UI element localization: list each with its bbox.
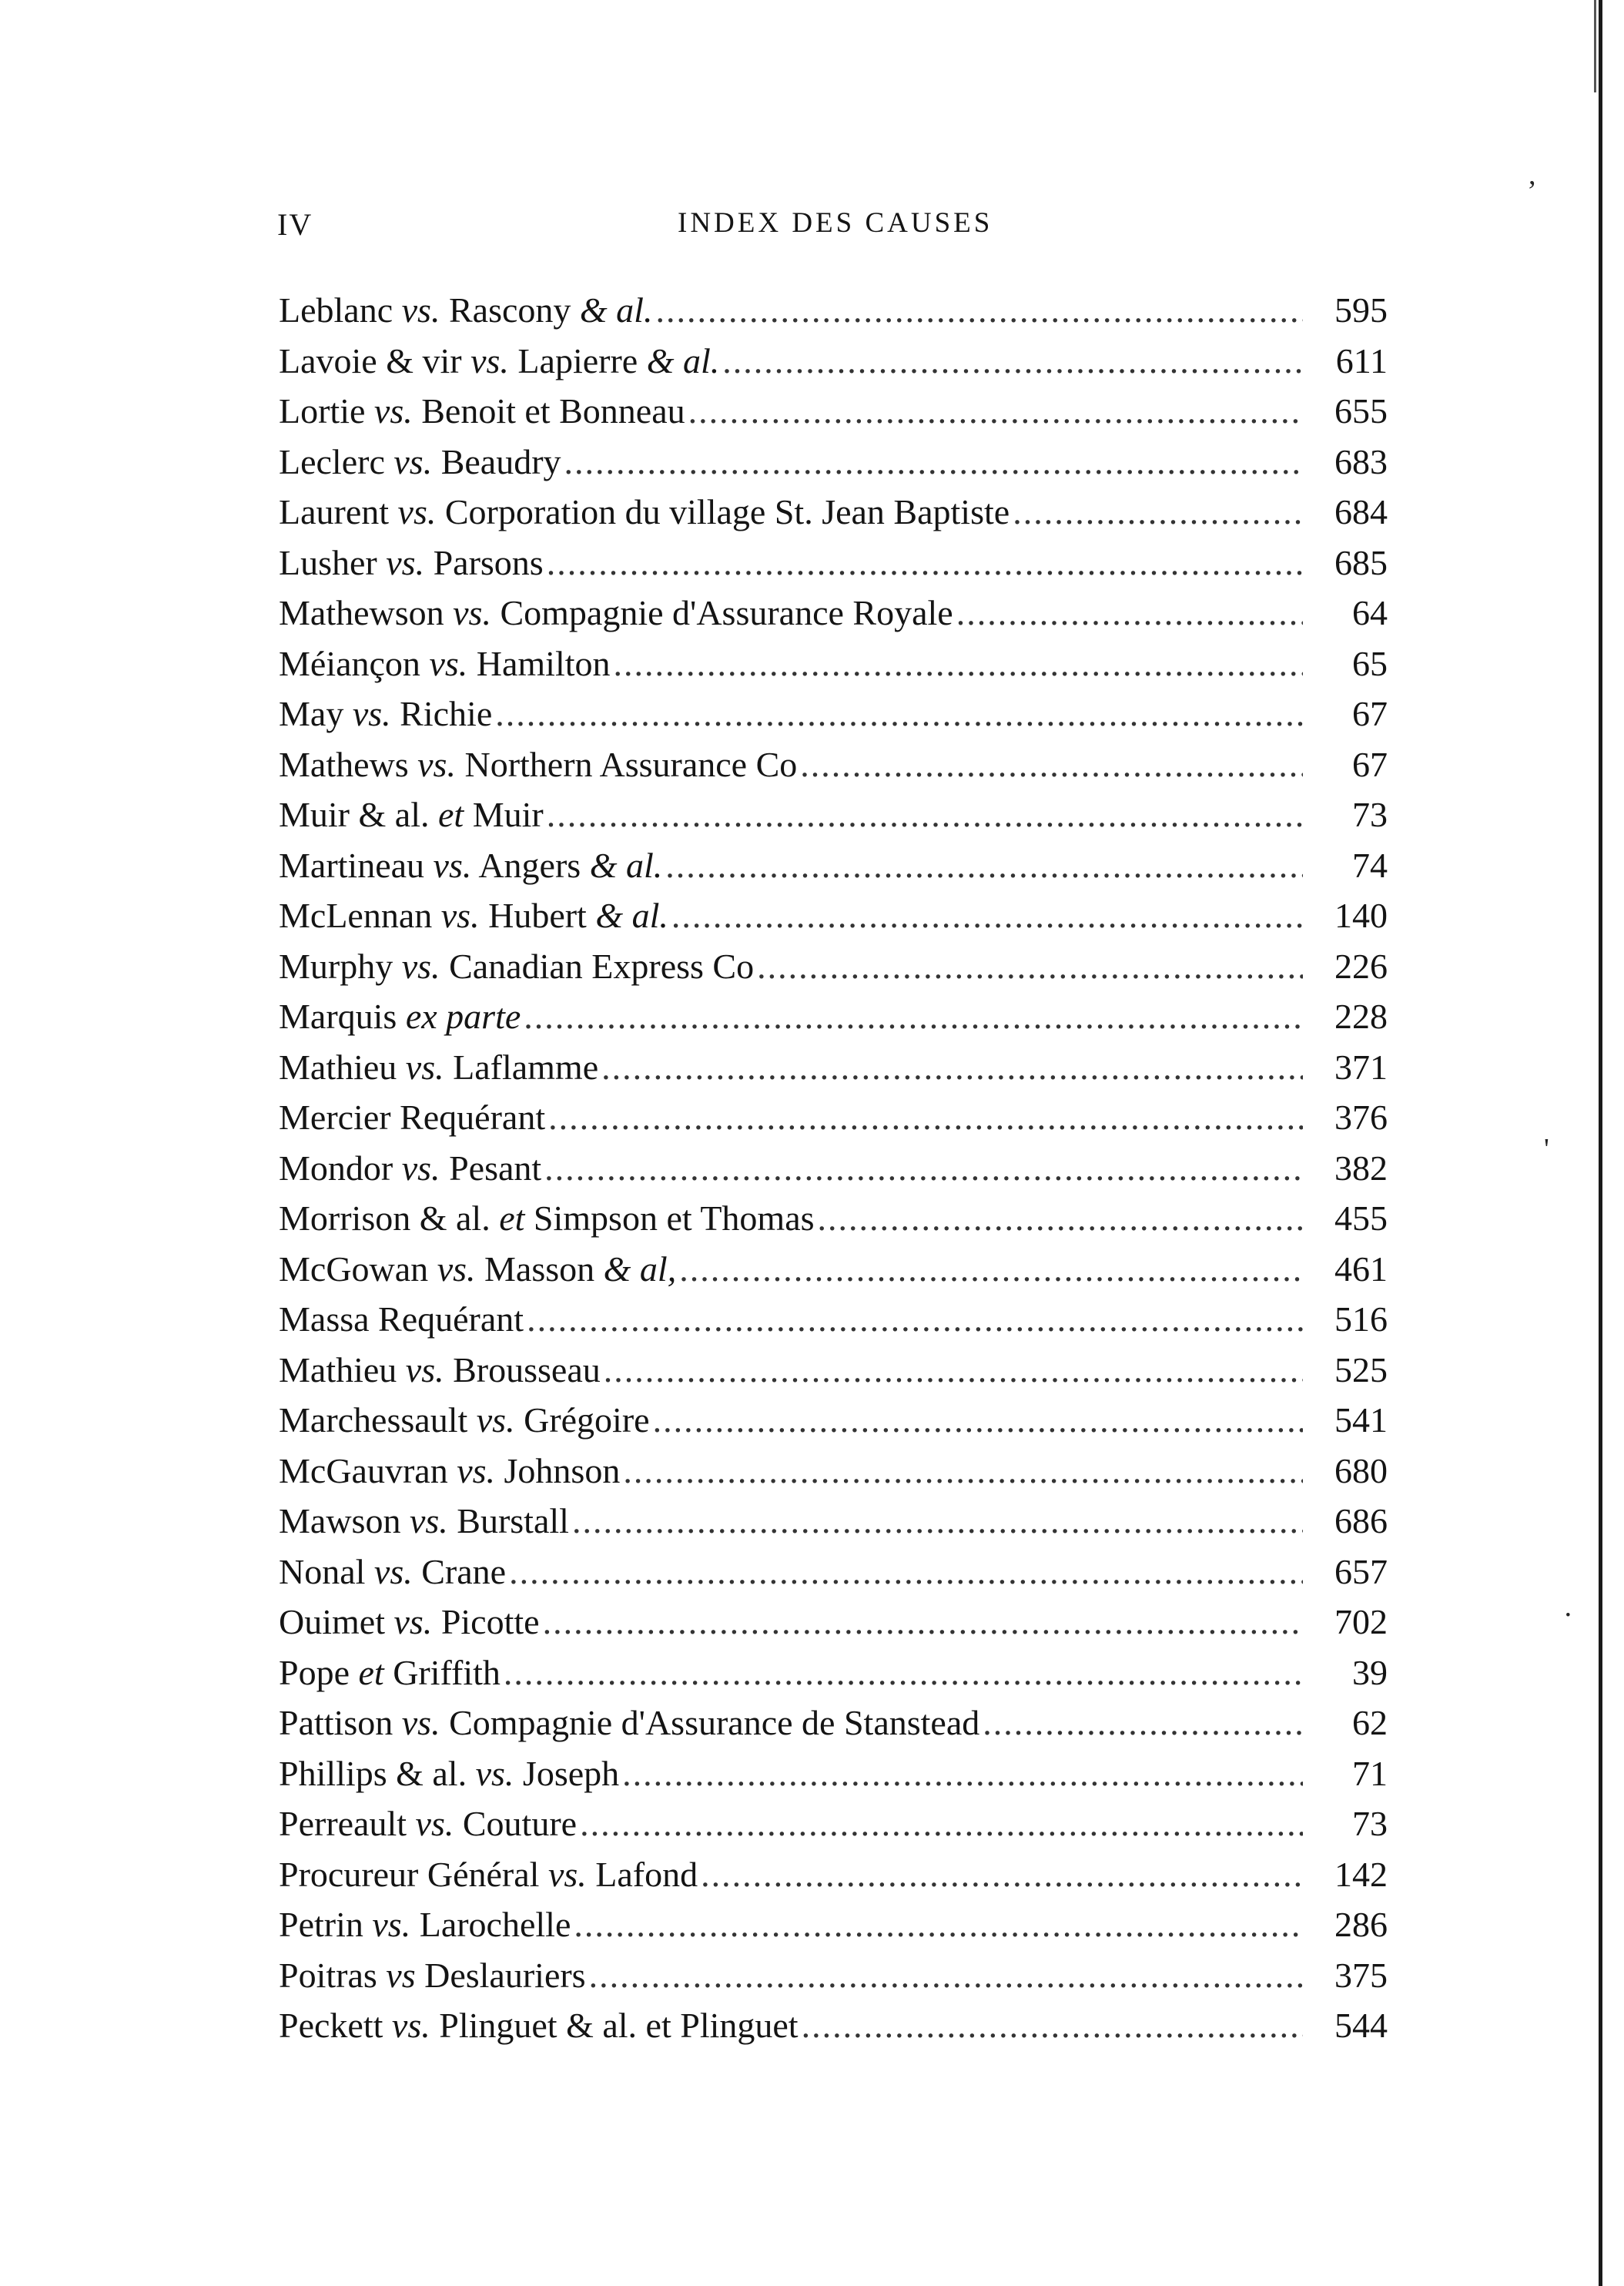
- case-plaintiff: Pope: [279, 1652, 350, 1692]
- dot-leader: [818, 1193, 1303, 1244]
- case-page-number: 684: [1334, 492, 1388, 531]
- case-rel: vs.: [547, 1854, 587, 1894]
- case-page-number: 525: [1334, 1349, 1388, 1389]
- case-name: [279, 1950, 586, 2001]
- index-entry: [279, 941, 1388, 992]
- case-page-number: 544: [1334, 2006, 1388, 2045]
- case-plaintiff: Mathieu: [279, 1349, 397, 1389]
- case-defendant: Muir: [472, 795, 544, 834]
- dot-leader: [757, 941, 1303, 992]
- index-entry: [279, 1748, 1388, 1799]
- index-entry: [279, 789, 1388, 840]
- case-page-number: 382: [1334, 1148, 1388, 1188]
- case-name: [279, 1647, 501, 1698]
- dot-leader: [701, 1849, 1303, 1900]
- case-plaintiff: Phillips & al.: [279, 1753, 467, 1793]
- case-page-number: 376: [1334, 1098, 1388, 1137]
- case-defendant: Angers: [478, 845, 581, 885]
- case-defendant: Hamilton: [476, 643, 611, 683]
- case-name: [279, 1143, 541, 1194]
- case-page-number: 371: [1334, 1047, 1388, 1087]
- case-page-number: 611: [1335, 340, 1388, 380]
- case-defendant: Larochelle: [419, 1905, 571, 1944]
- case-plaintiff: Mawson: [279, 1501, 401, 1540]
- case-plaintiff: Nonal: [279, 1551, 366, 1591]
- case-defendant: Picotte: [440, 1602, 540, 1641]
- index-entry: [279, 840, 1388, 891]
- case-rel: vs.: [372, 1905, 411, 1944]
- case-name: [279, 1294, 524, 1345]
- case-plaintiff: Marquis: [279, 997, 397, 1036]
- case-page-number: 62: [1352, 1703, 1388, 1742]
- case-defendant: Rascony: [448, 290, 571, 330]
- case-page-number: 74: [1352, 845, 1388, 885]
- case-name: [279, 1748, 619, 1799]
- index-entry: [279, 689, 1388, 739]
- case-defendant: Couture: [462, 1804, 578, 1843]
- case-defendant: Deslauriers: [424, 1955, 586, 1995]
- case-rel: vs.: [417, 744, 456, 784]
- dot-leader: [589, 1950, 1303, 2001]
- index-entry: [279, 639, 1388, 689]
- index-entry: [279, 1899, 1388, 1950]
- case-page-number: 461: [1334, 1249, 1388, 1289]
- margin-speck: ': [1544, 1133, 1549, 1165]
- index-entry: [279, 1547, 1388, 1597]
- case-name: [279, 487, 1010, 538]
- case-page-number: 683: [1334, 441, 1388, 481]
- case-plaintiff: Marchessault: [279, 1400, 468, 1440]
- case-name: [279, 890, 668, 941]
- case-rel: vs.: [401, 1703, 440, 1742]
- case-plaintiff: Méiançon: [279, 643, 420, 683]
- margin-speck: ,: [1529, 159, 1536, 191]
- case-rel: vs.: [457, 1450, 496, 1490]
- case-name: [279, 1244, 676, 1295]
- dot-leader: [688, 386, 1303, 437]
- case-rel: vs.: [393, 441, 433, 481]
- dot-leader: [509, 1547, 1303, 1597]
- case-name: [279, 739, 797, 790]
- case-page-number: 73: [1352, 795, 1388, 834]
- case-name: [279, 1597, 540, 1647]
- case-plaintiff: Massa Requérant: [279, 1299, 524, 1339]
- case-defendant: Simpson et Thomas: [533, 1198, 815, 1238]
- case-rel: vs.: [393, 1602, 433, 1641]
- dot-leader: [1013, 487, 1303, 538]
- case-defendant: Griffith: [393, 1652, 501, 1692]
- case-name: [279, 1395, 650, 1446]
- index-entry: [279, 1698, 1388, 1748]
- dot-leader: [800, 739, 1303, 790]
- case-page-number: 228: [1334, 997, 1388, 1036]
- dot-leader: [572, 1496, 1303, 1547]
- case-plaintiff: Mercier Requérant: [279, 1098, 546, 1137]
- case-page-number: 142: [1334, 1854, 1388, 1894]
- case-name: [279, 1798, 577, 1849]
- index-entry: [279, 538, 1388, 588]
- case-name: [279, 1446, 620, 1497]
- case-plaintiff: Morrison & al.: [279, 1198, 491, 1238]
- index-entry: [279, 1496, 1388, 1547]
- case-page-number: 64: [1352, 593, 1388, 632]
- case-suffix: & al,: [603, 1249, 677, 1289]
- case-defendant: Grégoire: [524, 1400, 650, 1440]
- case-page-number: 455: [1334, 1198, 1388, 1238]
- case-defendant: Pesant: [449, 1148, 542, 1188]
- case-defendant: Brousseau: [453, 1349, 601, 1389]
- case-defendant: Johnson: [504, 1450, 621, 1490]
- case-name: [279, 689, 492, 739]
- index-entry: [279, 1193, 1388, 1244]
- case-name: [279, 941, 754, 992]
- case-plaintiff: Peckett: [279, 2006, 383, 2045]
- case-rel: vs.: [470, 340, 509, 380]
- case-plaintiff: Petrin: [279, 1905, 363, 1944]
- index-entry: [279, 1042, 1388, 1093]
- index-entry: [279, 1798, 1388, 1849]
- case-defendant: Masson: [484, 1249, 595, 1289]
- case-rel: vs.: [391, 2006, 430, 2045]
- case-page-number: 73: [1352, 1804, 1388, 1843]
- case-page-number: 655: [1334, 391, 1388, 431]
- dot-leader: [983, 1698, 1303, 1748]
- case-page-number: 541: [1334, 1400, 1388, 1440]
- case-rel: vs.: [401, 1148, 440, 1188]
- case-name: [279, 2000, 799, 2051]
- case-page-number: 657: [1334, 1551, 1388, 1591]
- case-name: [279, 1193, 815, 1244]
- case-name: [279, 437, 561, 488]
- case-defendant: Lapierre: [517, 340, 638, 380]
- case-rel: et: [499, 1198, 525, 1238]
- index-entry: [279, 1597, 1388, 1647]
- case-rel: vs.: [453, 593, 491, 632]
- case-defendant: Joseph: [522, 1753, 620, 1793]
- case-name: [279, 1092, 545, 1143]
- dot-leader: [524, 991, 1303, 1042]
- case-name: [279, 1849, 698, 1900]
- case-page-number: 71: [1352, 1753, 1388, 1793]
- case-page-number: 140: [1334, 896, 1388, 935]
- case-page-number: 702: [1334, 1602, 1388, 1641]
- case-rel: vs.: [401, 290, 440, 330]
- case-page-number: 226: [1334, 946, 1388, 986]
- dot-leader: [601, 1042, 1303, 1093]
- margin-speck: ·: [1563, 1599, 1573, 1631]
- case-page-number: 375: [1334, 1955, 1388, 1995]
- dot-leader: [614, 639, 1303, 689]
- case-rel: vs.: [373, 391, 413, 431]
- dot-leader: [547, 789, 1303, 840]
- case-page-number: 595: [1334, 290, 1388, 330]
- index-entry: [279, 739, 1388, 790]
- case-plaintiff: Perreault: [279, 1804, 407, 1843]
- case-plaintiff: Mathieu: [279, 1047, 397, 1087]
- dot-leader: [504, 1647, 1303, 1698]
- case-rel: vs.: [397, 492, 437, 531]
- dot-leader: [547, 538, 1303, 588]
- dot-leader: [622, 1748, 1303, 1799]
- case-plaintiff: Muir & al.: [279, 795, 430, 834]
- case-defendant: Crane: [421, 1551, 507, 1591]
- index-entry: [279, 1950, 1388, 2001]
- margin-rule: [1599, 0, 1602, 2286]
- dot-leader: [580, 1798, 1303, 1849]
- case-plaintiff: Poitras: [279, 1955, 377, 1995]
- case-defendant: Burstall: [457, 1501, 569, 1540]
- index-entry: [279, 1647, 1388, 1698]
- dot-leader: [679, 1244, 1303, 1295]
- case-defendant: Parsons: [433, 542, 544, 582]
- index-entry: [279, 437, 1388, 488]
- case-name: [279, 386, 685, 437]
- case-defendant: Plinguet & al. et Plinguet: [439, 2006, 799, 2045]
- page-title: INDEX DES CAUSES: [678, 207, 993, 239]
- dot-leader: [543, 1597, 1303, 1647]
- dot-leader: [653, 1395, 1303, 1446]
- case-rel: vs.: [415, 1804, 454, 1843]
- case-name: [279, 1698, 979, 1748]
- case-defendant: Laflamme: [453, 1047, 599, 1087]
- dot-leader: [544, 1143, 1303, 1194]
- index-entry: [279, 991, 1388, 1042]
- index-entry: [279, 1143, 1388, 1194]
- case-rel: et: [437, 795, 464, 834]
- case-name: [279, 639, 611, 689]
- index-entry: [279, 1345, 1388, 1396]
- case-defendant: Compagnie d'Assurance Royale: [500, 593, 953, 632]
- case-plaintiff: Lusher: [279, 542, 377, 582]
- case-name: [279, 1496, 569, 1547]
- case-name: [279, 538, 544, 588]
- case-rel: vs: [386, 1955, 416, 1995]
- case-suffix: & al.: [579, 290, 653, 330]
- case-plaintiff: Leblanc: [279, 290, 393, 330]
- case-plaintiff: Martineau: [279, 845, 425, 885]
- case-plaintiff: McLennan: [279, 896, 433, 935]
- case-defendant: Hubert: [488, 896, 587, 935]
- case-suffix: & al.: [589, 845, 663, 885]
- index-entry: [279, 285, 1388, 336]
- dot-leader: [495, 689, 1303, 739]
- index-entry: [279, 1849, 1388, 1900]
- case-rel: vs.: [405, 1349, 444, 1389]
- case-plaintiff: Mathews: [279, 744, 409, 784]
- dot-leader: [802, 2000, 1303, 2051]
- dot-leader: [623, 1446, 1303, 1497]
- dot-leader: [671, 890, 1303, 941]
- case-page-number: 685: [1334, 542, 1388, 582]
- case-plaintiff: Ouimet: [279, 1602, 385, 1641]
- case-plaintiff: McGowan: [279, 1249, 429, 1289]
- case-name: [279, 336, 719, 387]
- dot-leader: [574, 1899, 1303, 1950]
- case-suffix: & al.: [646, 340, 720, 380]
- case-rel: ex parte: [405, 997, 521, 1036]
- case-plaintiff: Procureur Général: [279, 1854, 540, 1894]
- case-defendant: Benoit et Bonneau: [421, 391, 685, 431]
- case-rel: vs.: [352, 694, 391, 733]
- dot-leader: [655, 285, 1303, 336]
- case-defendant: Corporation du village St. Jean Baptiste: [444, 492, 1010, 531]
- case-defendant: Lafond: [595, 1854, 698, 1894]
- case-plaintiff: Mathewson: [279, 593, 444, 632]
- case-defendant: Canadian Express Co: [449, 946, 755, 986]
- case-defendant: Compagnie d'Assurance de Stanstead: [449, 1703, 980, 1742]
- index-entry: [279, 890, 1388, 941]
- dot-leader: [564, 437, 1303, 488]
- dot-leader: [722, 336, 1303, 387]
- page-number: IV: [277, 207, 313, 242]
- case-plaintiff: Murphy: [279, 946, 393, 986]
- case-rel: vs.: [440, 896, 480, 935]
- case-rel: vs.: [401, 946, 440, 986]
- case-name: [279, 840, 662, 891]
- case-rel: vs.: [386, 542, 425, 582]
- case-rel: vs.: [476, 1400, 515, 1440]
- case-page-number: 286: [1334, 1905, 1388, 1944]
- case-rel: vs.: [373, 1551, 413, 1591]
- case-plaintiff: May: [279, 694, 344, 733]
- case-name: [279, 285, 652, 336]
- case-plaintiff: Lavoie & vir: [279, 340, 462, 380]
- index-entry: [279, 1294, 1388, 1345]
- case-plaintiff: McGauvran: [279, 1450, 448, 1490]
- case-defendant: Northern Assurance Co: [464, 744, 798, 784]
- dot-leader: [956, 588, 1303, 639]
- case-rel: vs.: [437, 1249, 476, 1289]
- case-name: [279, 1899, 571, 1950]
- case-suffix: & al.: [595, 896, 668, 935]
- index-entry: [279, 1244, 1388, 1295]
- case-page-number: 680: [1334, 1450, 1388, 1490]
- case-rel: vs.: [429, 643, 468, 683]
- dot-leader: [548, 1092, 1303, 1143]
- case-name: [279, 789, 544, 840]
- case-page-number: 686: [1334, 1501, 1388, 1540]
- case-name: [279, 588, 953, 639]
- case-plaintiff: Laurent: [279, 492, 390, 531]
- case-defendant: Richie: [400, 694, 493, 733]
- case-rel: vs.: [409, 1501, 448, 1540]
- case-page-number: 516: [1334, 1299, 1388, 1339]
- case-rel: vs.: [405, 1047, 444, 1087]
- case-name: [279, 1042, 598, 1093]
- index-entries: [279, 285, 1388, 2051]
- case-rel: et: [358, 1652, 384, 1692]
- case-rel: vs.: [475, 1753, 514, 1793]
- case-page-number: 65: [1352, 643, 1388, 683]
- index-entry: [279, 588, 1388, 639]
- index-entry: [279, 487, 1388, 538]
- dot-leader: [665, 840, 1303, 891]
- running-head: [277, 206, 1386, 253]
- case-page-number: 39: [1352, 1652, 1388, 1692]
- case-plaintiff: Pattison: [279, 1703, 393, 1742]
- case-plaintiff: Mondor: [279, 1148, 393, 1188]
- index-entry: [279, 336, 1388, 387]
- dot-leader: [527, 1294, 1303, 1345]
- case-page-number: 67: [1352, 694, 1388, 733]
- case-page-number: 67: [1352, 744, 1388, 784]
- index-entry: [279, 2000, 1388, 2051]
- case-rel: vs.: [433, 845, 472, 885]
- case-plaintiff: Leclerc: [279, 441, 385, 481]
- case-defendant: Beaudry: [440, 441, 561, 481]
- margin-rule-top: [1594, 0, 1596, 92]
- case-name: [279, 1345, 601, 1396]
- index-entry: [279, 386, 1388, 437]
- case-name: [279, 1547, 506, 1597]
- index-entry: [279, 1092, 1388, 1143]
- case-plaintiff: Lortie: [279, 391, 366, 431]
- case-name: [279, 991, 521, 1042]
- dot-leader: [604, 1345, 1303, 1396]
- index-entry: [279, 1395, 1388, 1446]
- index-entry: [279, 1446, 1388, 1497]
